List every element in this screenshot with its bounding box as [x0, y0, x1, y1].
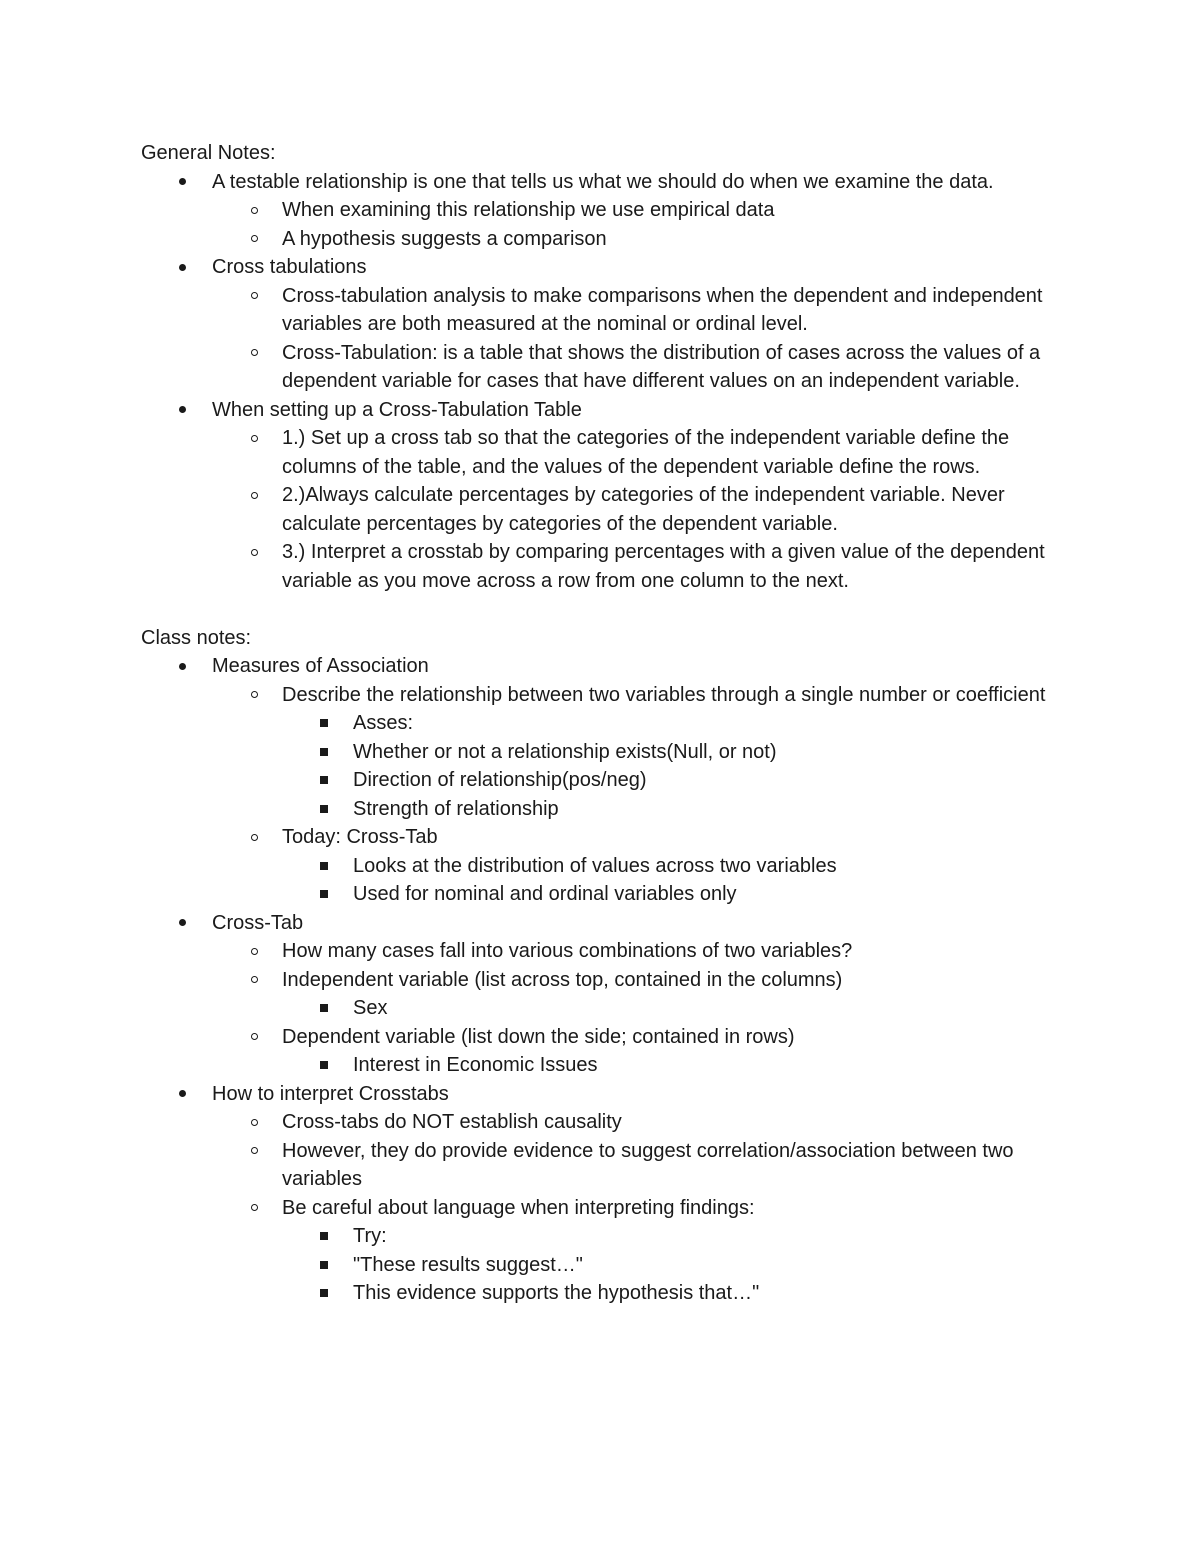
general-notes-list	[141, 168, 1071, 596]
bullet-square-icon	[316, 852, 332, 881]
list-item: Describe the relationship between two variables through a single number or coefficient	[141, 681, 1071, 710]
bullet-circle-icon	[246, 282, 262, 311]
list-item: When examining this relationship we use empirical data	[141, 196, 1071, 225]
bullet-circle-icon	[246, 225, 262, 254]
bullet-circle-icon	[246, 681, 262, 710]
bullet-circle-icon	[246, 1023, 262, 1052]
list-item: Strength of relationship	[141, 795, 1071, 824]
bullet-circle-icon	[246, 1108, 262, 1137]
class-notes-heading: Class notes:	[141, 626, 252, 649]
list-item: How many cases fall into various combinations of two variables?	[141, 937, 1071, 966]
list-item: Interest in Economic Issues	[141, 1051, 1071, 1080]
bullet-circle-icon	[246, 966, 262, 995]
list-item: Cross-tabs do NOT establish causality	[141, 1108, 1071, 1137]
bullet-circle-icon	[246, 424, 262, 453]
bullet-disc-icon	[174, 652, 190, 681]
list-item: Cross-Tabulation: is a table that shows the distribution of cases across the values of a dependent variable for cases that have different values on an independent variable.	[141, 339, 1071, 396]
list-item: However, they do provide evidence to suggest correlation/association between two variables	[141, 1137, 1071, 1194]
list-item: Whether or not a relationship exists(Null, or not)	[141, 738, 1071, 767]
list-item: Cross-tabulation analysis to make comparisons when the dependent and independent variables are both measured at the nominal or ordinal level.	[141, 282, 1071, 339]
bullet-square-icon	[316, 880, 332, 909]
list-item: Dependent variable (list down the side; contained in rows)	[141, 1023, 1071, 1052]
bullet-circle-icon	[246, 481, 262, 510]
list-item: Measures of Association	[141, 652, 1071, 681]
list-item: 1.) Set up a cross tab so that the categories of the independent variable define the columns of the table, and the values of the dependent variable define the rows.	[141, 424, 1071, 481]
bullet-circle-icon	[246, 937, 262, 966]
bullet-disc-icon	[174, 253, 190, 282]
bullet-square-icon	[316, 1051, 332, 1080]
list-item: "These results suggest…"	[141, 1251, 1071, 1280]
bullet-circle-icon	[246, 1137, 262, 1166]
bullet-circle-icon	[246, 339, 262, 368]
bullet-circle-icon	[246, 196, 262, 225]
bullet-circle-icon	[246, 1194, 262, 1223]
list-item: Asses:	[141, 709, 1071, 738]
list-item: Used for nominal and ordinal variables only	[141, 880, 1071, 909]
list-item: Independent variable (list across top, contained in the columns)	[141, 966, 1071, 995]
bullet-square-icon	[316, 994, 332, 1023]
list-item: Sex	[141, 994, 1071, 1023]
bullet-disc-icon	[174, 396, 190, 425]
bullet-circle-icon	[246, 823, 262, 852]
list-item: Cross tabulations	[141, 253, 1071, 282]
list-item: This evidence supports the hypothesis that…"	[141, 1279, 1071, 1308]
list-item: 2.)Always calculate percentages by categories of the independent variable. Never calculate percentages by categories of the dependent variable.	[141, 481, 1071, 538]
bullet-square-icon	[316, 738, 332, 767]
list-item: 3.) Interpret a crosstab by comparing percentages with a given value of the dependent variable as you move across a row from one column to the next.	[141, 538, 1071, 595]
list-item: Direction of relationship(pos/neg)	[141, 766, 1071, 795]
document-page	[141, 139, 1071, 1308]
bullet-square-icon	[316, 795, 332, 824]
list-item: Looks at the distribution of values across two variables	[141, 852, 1071, 881]
list-item: Try:	[141, 1222, 1071, 1251]
list-item: Cross-Tab	[141, 909, 1071, 938]
general-notes-heading: General Notes:	[141, 142, 276, 164]
list-item: A hypothesis suggests a comparison	[141, 225, 1071, 254]
bullet-square-icon	[316, 1251, 332, 1280]
bullet-disc-icon	[174, 1080, 190, 1109]
list-item: Today: Cross-Tab	[141, 823, 1071, 852]
bullet-square-icon	[316, 709, 332, 738]
section-spacer	[141, 595, 1071, 624]
bullet-square-icon	[316, 766, 332, 795]
bullet-square-icon	[316, 1279, 332, 1308]
bullet-square-icon	[316, 1222, 332, 1251]
list-item: How to interpret Crosstabs	[141, 1080, 1071, 1109]
list-item: A testable relationship is one that tells us what we should do when we examine the data.	[141, 168, 1071, 197]
bullet-circle-icon	[246, 538, 262, 567]
bullet-disc-icon	[174, 909, 190, 938]
list-item: When setting up a Cross-Tabulation Table	[141, 396, 1071, 425]
bullet-disc-icon	[174, 168, 190, 197]
class-notes-list	[141, 652, 1071, 1308]
list-item: Be careful about language when interpreting findings:	[141, 1194, 1071, 1223]
